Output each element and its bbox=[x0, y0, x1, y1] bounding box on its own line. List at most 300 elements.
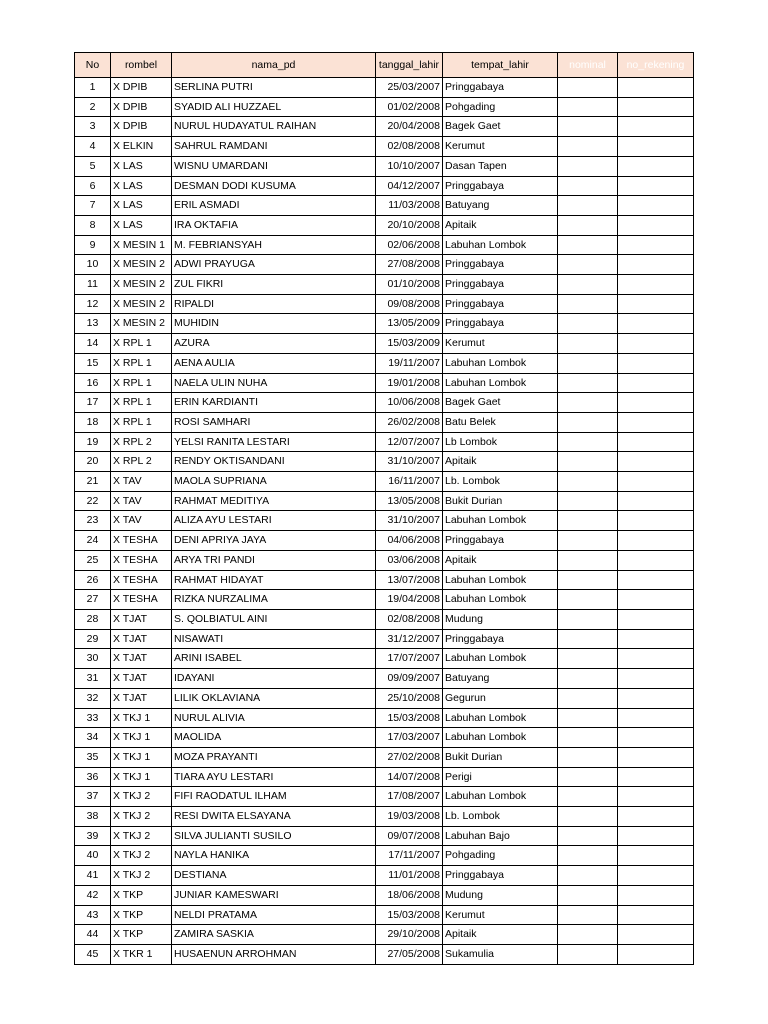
cell-no[interactable]: 8 bbox=[75, 215, 111, 235]
cell-tanggal-lahir[interactable]: 31/12/2007 bbox=[376, 629, 443, 649]
cell-tanggal-lahir[interactable]: 02/06/2008 bbox=[376, 235, 443, 255]
cell-nama-pd[interactable]: RIZKA NURZALIMA bbox=[172, 590, 376, 610]
cell-tanggal-lahir[interactable]: 10/10/2007 bbox=[376, 156, 443, 176]
cell-nominal[interactable] bbox=[558, 590, 618, 610]
cell-tempat-lahir[interactable]: Labuhan Lombok bbox=[443, 787, 558, 807]
cell-rombel[interactable]: X RPL 1 bbox=[111, 393, 172, 413]
cell-nama-pd[interactable]: ZAMIRA SASKIA bbox=[172, 925, 376, 945]
cell-tanggal-lahir[interactable]: 27/02/2008 bbox=[376, 747, 443, 767]
cell-no-rekening[interactable] bbox=[618, 78, 694, 98]
cell-tanggal-lahir[interactable]: 17/08/2007 bbox=[376, 787, 443, 807]
cell-no-rekening[interactable] bbox=[618, 767, 694, 787]
cell-tempat-lahir[interactable]: Labuhan Lombok bbox=[443, 373, 558, 393]
cell-tempat-lahir[interactable]: Labuhan Lombok bbox=[443, 353, 558, 373]
cell-nama-pd[interactable]: ARYA TRI PANDI bbox=[172, 550, 376, 570]
cell-nama-pd[interactable]: FIFI RAODATUL ILHAM bbox=[172, 787, 376, 807]
cell-rombel[interactable]: X TAV bbox=[111, 491, 172, 511]
cell-nama-pd[interactable]: RENDY OKTISANDANI bbox=[172, 452, 376, 472]
cell-no-rekening[interactable] bbox=[618, 925, 694, 945]
cell-no[interactable]: 38 bbox=[75, 807, 111, 827]
cell-nama-pd[interactable]: NAELA ULIN NUHA bbox=[172, 373, 376, 393]
cell-no[interactable]: 13 bbox=[75, 314, 111, 334]
cell-no[interactable]: 31 bbox=[75, 669, 111, 689]
cell-no[interactable]: 36 bbox=[75, 767, 111, 787]
header-nominal[interactable]: nominal bbox=[558, 53, 618, 78]
cell-tempat-lahir[interactable]: Pringgabaya bbox=[443, 176, 558, 196]
cell-no-rekening[interactable] bbox=[618, 196, 694, 216]
cell-no-rekening[interactable] bbox=[618, 747, 694, 767]
cell-nama-pd[interactable]: MUHIDIN bbox=[172, 314, 376, 334]
cell-nama-pd[interactable]: DESMAN DODI KUSUMA bbox=[172, 176, 376, 196]
cell-tanggal-lahir[interactable]: 16/11/2007 bbox=[376, 472, 443, 492]
cell-no[interactable]: 14 bbox=[75, 334, 111, 354]
cell-nama-pd[interactable]: YELSI RANITA LESTARI bbox=[172, 432, 376, 452]
cell-no[interactable]: 1 bbox=[75, 78, 111, 98]
cell-no-rekening[interactable] bbox=[618, 97, 694, 117]
cell-nama-pd[interactable]: TIARA AYU LESTARI bbox=[172, 767, 376, 787]
cell-tempat-lahir[interactable]: Batu Belek bbox=[443, 412, 558, 432]
cell-no[interactable]: 16 bbox=[75, 373, 111, 393]
cell-nominal[interactable] bbox=[558, 117, 618, 137]
cell-tempat-lahir[interactable]: Pringgabaya bbox=[443, 294, 558, 314]
cell-nominal[interactable] bbox=[558, 669, 618, 689]
cell-no-rekening[interactable] bbox=[618, 787, 694, 807]
cell-tempat-lahir[interactable]: Apitaik bbox=[443, 550, 558, 570]
cell-rombel[interactable]: X MESIN 2 bbox=[111, 294, 172, 314]
cell-tanggal-lahir[interactable]: 13/05/2009 bbox=[376, 314, 443, 334]
cell-tempat-lahir[interactable]: Pringgabaya bbox=[443, 866, 558, 886]
cell-rombel[interactable]: X ELKIN bbox=[111, 137, 172, 157]
cell-nominal[interactable] bbox=[558, 196, 618, 216]
cell-tempat-lahir[interactable]: Mudung bbox=[443, 609, 558, 629]
cell-no-rekening[interactable] bbox=[618, 944, 694, 964]
cell-rombel[interactable]: X TKP bbox=[111, 885, 172, 905]
cell-no[interactable]: 7 bbox=[75, 196, 111, 216]
cell-rombel[interactable]: X RPL 2 bbox=[111, 452, 172, 472]
cell-nominal[interactable] bbox=[558, 767, 618, 787]
cell-nominal[interactable] bbox=[558, 294, 618, 314]
cell-no-rekening[interactable] bbox=[618, 846, 694, 866]
cell-tanggal-lahir[interactable]: 03/06/2008 bbox=[376, 550, 443, 570]
cell-nama-pd[interactable]: ADWI PRAYUGA bbox=[172, 255, 376, 275]
cell-nominal[interactable] bbox=[558, 275, 618, 295]
cell-tanggal-lahir[interactable]: 26/02/2008 bbox=[376, 412, 443, 432]
cell-tanggal-lahir[interactable]: 19/11/2007 bbox=[376, 353, 443, 373]
cell-tanggal-lahir[interactable]: 17/11/2007 bbox=[376, 846, 443, 866]
cell-no[interactable]: 10 bbox=[75, 255, 111, 275]
cell-no[interactable]: 41 bbox=[75, 866, 111, 886]
cell-no-rekening[interactable] bbox=[618, 235, 694, 255]
cell-no-rekening[interactable] bbox=[618, 669, 694, 689]
cell-nominal[interactable] bbox=[558, 314, 618, 334]
cell-tempat-lahir[interactable]: Pringgabaya bbox=[443, 629, 558, 649]
cell-no-rekening[interactable] bbox=[618, 807, 694, 827]
cell-rombel[interactable]: X DPIB bbox=[111, 78, 172, 98]
cell-no[interactable]: 42 bbox=[75, 885, 111, 905]
cell-rombel[interactable]: X TKJ 1 bbox=[111, 708, 172, 728]
cell-no[interactable]: 44 bbox=[75, 925, 111, 945]
cell-no-rekening[interactable] bbox=[618, 550, 694, 570]
cell-rombel[interactable]: X TKJ 1 bbox=[111, 747, 172, 767]
cell-tanggal-lahir[interactable]: 17/07/2007 bbox=[376, 649, 443, 669]
cell-rombel[interactable]: X RPL 2 bbox=[111, 432, 172, 452]
cell-nama-pd[interactable]: AZURA bbox=[172, 334, 376, 354]
cell-rombel[interactable]: X TKP bbox=[111, 925, 172, 945]
cell-no-rekening[interactable] bbox=[618, 826, 694, 846]
cell-tempat-lahir[interactable]: Bukit Durian bbox=[443, 491, 558, 511]
cell-nominal[interactable] bbox=[558, 747, 618, 767]
cell-nominal[interactable] bbox=[558, 255, 618, 275]
cell-no[interactable]: 37 bbox=[75, 787, 111, 807]
cell-nama-pd[interactable]: ERIN KARDIANTI bbox=[172, 393, 376, 413]
cell-tempat-lahir[interactable]: Pohgading bbox=[443, 97, 558, 117]
cell-nominal[interactable] bbox=[558, 807, 618, 827]
cell-no-rekening[interactable] bbox=[618, 590, 694, 610]
cell-tempat-lahir[interactable]: Perigi bbox=[443, 767, 558, 787]
cell-no[interactable]: 39 bbox=[75, 826, 111, 846]
cell-rombel[interactable]: X TKP bbox=[111, 905, 172, 925]
cell-rombel[interactable]: X MESIN 2 bbox=[111, 314, 172, 334]
cell-rombel[interactable]: X RPL 1 bbox=[111, 334, 172, 354]
cell-tanggal-lahir[interactable]: 09/08/2008 bbox=[376, 294, 443, 314]
cell-nominal[interactable] bbox=[558, 353, 618, 373]
cell-tempat-lahir[interactable]: Kerumut bbox=[443, 334, 558, 354]
cell-tempat-lahir[interactable]: Kerumut bbox=[443, 137, 558, 157]
cell-rombel[interactable]: X MESIN 1 bbox=[111, 235, 172, 255]
header-nama-pd[interactable]: nama_pd bbox=[172, 53, 376, 78]
cell-no-rekening[interactable] bbox=[618, 353, 694, 373]
cell-nama-pd[interactable]: NISAWATI bbox=[172, 629, 376, 649]
cell-tempat-lahir[interactable]: Pringgabaya bbox=[443, 275, 558, 295]
cell-nama-pd[interactable]: ARINI ISABEL bbox=[172, 649, 376, 669]
cell-tempat-lahir[interactable]: Apitaik bbox=[443, 452, 558, 472]
header-rombel[interactable]: rombel bbox=[111, 53, 172, 78]
cell-tanggal-lahir[interactable]: 29/10/2008 bbox=[376, 925, 443, 945]
cell-no[interactable]: 12 bbox=[75, 294, 111, 314]
cell-tempat-lahir[interactable]: Apitaik bbox=[443, 215, 558, 235]
cell-nominal[interactable] bbox=[558, 137, 618, 157]
cell-no-rekening[interactable] bbox=[618, 629, 694, 649]
cell-tanggal-lahir[interactable]: 25/10/2008 bbox=[376, 688, 443, 708]
cell-tanggal-lahir[interactable]: 11/03/2008 bbox=[376, 196, 443, 216]
cell-no-rekening[interactable] bbox=[618, 728, 694, 748]
cell-nama-pd[interactable]: JUNIAR KAMESWARI bbox=[172, 885, 376, 905]
header-no-rekening[interactable]: no_rekening bbox=[618, 53, 694, 78]
cell-tempat-lahir[interactable]: Pohgading bbox=[443, 846, 558, 866]
cell-tanggal-lahir[interactable]: 19/04/2008 bbox=[376, 590, 443, 610]
cell-no[interactable]: 21 bbox=[75, 472, 111, 492]
cell-nama-pd[interactable]: S. QOLBIATUL AINI bbox=[172, 609, 376, 629]
cell-no-rekening[interactable] bbox=[618, 452, 694, 472]
cell-nominal[interactable] bbox=[558, 570, 618, 590]
cell-no[interactable]: 17 bbox=[75, 393, 111, 413]
cell-rombel[interactable]: X TJAT bbox=[111, 609, 172, 629]
cell-no[interactable]: 11 bbox=[75, 275, 111, 295]
cell-no-rekening[interactable] bbox=[618, 609, 694, 629]
cell-rombel[interactable]: X TJAT bbox=[111, 688, 172, 708]
cell-tempat-lahir[interactable]: Labuhan Lombok bbox=[443, 649, 558, 669]
cell-tanggal-lahir[interactable]: 13/07/2008 bbox=[376, 570, 443, 590]
cell-rombel[interactable]: X TKR 1 bbox=[111, 944, 172, 964]
cell-nama-pd[interactable]: AENA AULIA bbox=[172, 353, 376, 373]
cell-tanggal-lahir[interactable]: 25/03/2007 bbox=[376, 78, 443, 98]
cell-tanggal-lahir[interactable]: 27/05/2008 bbox=[376, 944, 443, 964]
cell-tempat-lahir[interactable]: Mudung bbox=[443, 885, 558, 905]
cell-tanggal-lahir[interactable]: 12/07/2007 bbox=[376, 432, 443, 452]
cell-nominal[interactable] bbox=[558, 846, 618, 866]
cell-tanggal-lahir[interactable]: 15/03/2008 bbox=[376, 905, 443, 925]
cell-tanggal-lahir[interactable]: 27/08/2008 bbox=[376, 255, 443, 275]
cell-no-rekening[interactable] bbox=[618, 137, 694, 157]
cell-tempat-lahir[interactable]: Kerumut bbox=[443, 905, 558, 925]
cell-tanggal-lahir[interactable]: 31/10/2007 bbox=[376, 511, 443, 531]
cell-no[interactable]: 24 bbox=[75, 531, 111, 551]
cell-no[interactable]: 28 bbox=[75, 609, 111, 629]
cell-tempat-lahir[interactable]: Pringgabaya bbox=[443, 314, 558, 334]
cell-tanggal-lahir[interactable]: 15/03/2008 bbox=[376, 708, 443, 728]
cell-rombel[interactable]: X TKJ 1 bbox=[111, 767, 172, 787]
cell-no[interactable]: 19 bbox=[75, 432, 111, 452]
cell-nama-pd[interactable]: HUSAENUN ARROHMAN bbox=[172, 944, 376, 964]
cell-no[interactable]: 35 bbox=[75, 747, 111, 767]
cell-rombel[interactable]: X LAS bbox=[111, 156, 172, 176]
cell-nominal[interactable] bbox=[558, 787, 618, 807]
header-tanggal-lahir[interactable]: tanggal_lahir bbox=[376, 53, 443, 78]
cell-no[interactable]: 23 bbox=[75, 511, 111, 531]
cell-nominal[interactable] bbox=[558, 866, 618, 886]
cell-tempat-lahir[interactable]: Apitaik bbox=[443, 925, 558, 945]
cell-no-rekening[interactable] bbox=[618, 570, 694, 590]
cell-nominal[interactable] bbox=[558, 452, 618, 472]
cell-rombel[interactable]: X TESHA bbox=[111, 570, 172, 590]
cell-nominal[interactable] bbox=[558, 609, 618, 629]
cell-no-rekening[interactable] bbox=[618, 649, 694, 669]
cell-tanggal-lahir[interactable]: 09/09/2007 bbox=[376, 669, 443, 689]
cell-no[interactable]: 3 bbox=[75, 117, 111, 137]
cell-no-rekening[interactable] bbox=[618, 334, 694, 354]
cell-tempat-lahir[interactable]: Bukit Durian bbox=[443, 747, 558, 767]
cell-rombel[interactable]: X TESHA bbox=[111, 590, 172, 610]
cell-nama-pd[interactable]: M. FEBRIANSYAH bbox=[172, 235, 376, 255]
cell-tanggal-lahir[interactable]: 01/02/2008 bbox=[376, 97, 443, 117]
cell-rombel[interactable]: X TAV bbox=[111, 511, 172, 531]
cell-nominal[interactable] bbox=[558, 511, 618, 531]
cell-rombel[interactable]: X LAS bbox=[111, 196, 172, 216]
cell-rombel[interactable]: X DPIB bbox=[111, 117, 172, 137]
cell-nominal[interactable] bbox=[558, 78, 618, 98]
cell-nama-pd[interactable]: MOZA PRAYANTI bbox=[172, 747, 376, 767]
cell-no-rekening[interactable] bbox=[618, 472, 694, 492]
cell-nama-pd[interactable]: SAHRUL RAMDANI bbox=[172, 137, 376, 157]
cell-no-rekening[interactable] bbox=[618, 885, 694, 905]
cell-no-rekening[interactable] bbox=[618, 294, 694, 314]
cell-no-rekening[interactable] bbox=[618, 215, 694, 235]
cell-no[interactable]: 15 bbox=[75, 353, 111, 373]
cell-no-rekening[interactable] bbox=[618, 491, 694, 511]
cell-rombel[interactable]: X MESIN 2 bbox=[111, 275, 172, 295]
cell-nama-pd[interactable]: IDAYANI bbox=[172, 669, 376, 689]
cell-no-rekening[interactable] bbox=[618, 531, 694, 551]
cell-no-rekening[interactable] bbox=[618, 255, 694, 275]
cell-tanggal-lahir[interactable]: 10/06/2008 bbox=[376, 393, 443, 413]
cell-tempat-lahir[interactable]: Labuhan Lombok bbox=[443, 570, 558, 590]
cell-nominal[interactable] bbox=[558, 334, 618, 354]
cell-nama-pd[interactable]: ZUL FIKRI bbox=[172, 275, 376, 295]
cell-tempat-lahir[interactable]: Lb. Lombok bbox=[443, 472, 558, 492]
cell-rombel[interactable]: X TESHA bbox=[111, 550, 172, 570]
cell-tempat-lahir[interactable]: Batuyang bbox=[443, 196, 558, 216]
cell-nominal[interactable] bbox=[558, 156, 618, 176]
cell-no[interactable]: 32 bbox=[75, 688, 111, 708]
cell-rombel[interactable]: X TKJ 2 bbox=[111, 787, 172, 807]
cell-tanggal-lahir[interactable]: 09/07/2008 bbox=[376, 826, 443, 846]
cell-rombel[interactable]: X LAS bbox=[111, 176, 172, 196]
cell-nominal[interactable] bbox=[558, 826, 618, 846]
cell-tanggal-lahir[interactable]: 19/03/2008 bbox=[376, 807, 443, 827]
cell-nominal[interactable] bbox=[558, 905, 618, 925]
cell-tempat-lahir[interactable]: Labuhan Lombok bbox=[443, 511, 558, 531]
cell-no-rekening[interactable] bbox=[618, 373, 694, 393]
cell-nama-pd[interactable]: SILVA JULIANTI SUSILO bbox=[172, 826, 376, 846]
cell-tempat-lahir[interactable]: Labuhan Bajo bbox=[443, 826, 558, 846]
cell-rombel[interactable]: X TJAT bbox=[111, 629, 172, 649]
cell-tempat-lahir[interactable]: Lb. Lombok bbox=[443, 807, 558, 827]
cell-no[interactable]: 22 bbox=[75, 491, 111, 511]
cell-nominal[interactable] bbox=[558, 649, 618, 669]
cell-no-rekening[interactable] bbox=[618, 117, 694, 137]
cell-tempat-lahir[interactable]: Gegurun bbox=[443, 688, 558, 708]
cell-nama-pd[interactable]: LILIK OKLAVIANA bbox=[172, 688, 376, 708]
cell-no-rekening[interactable] bbox=[618, 866, 694, 886]
cell-tanggal-lahir[interactable]: 02/08/2008 bbox=[376, 609, 443, 629]
cell-rombel[interactable]: X TKJ 2 bbox=[111, 866, 172, 886]
cell-nominal[interactable] bbox=[558, 97, 618, 117]
cell-rombel[interactable]: X TKJ 1 bbox=[111, 728, 172, 748]
cell-tanggal-lahir[interactable]: 01/10/2008 bbox=[376, 275, 443, 295]
cell-tempat-lahir[interactable]: Labuhan Lombok bbox=[443, 235, 558, 255]
cell-nama-pd[interactable]: SERLINA PUTRI bbox=[172, 78, 376, 98]
cell-nama-pd[interactable]: MAOLIDA bbox=[172, 728, 376, 748]
cell-no[interactable]: 9 bbox=[75, 235, 111, 255]
cell-nama-pd[interactable]: IRA OKTAFIA bbox=[172, 215, 376, 235]
cell-tempat-lahir[interactable]: Bagek Gaet bbox=[443, 117, 558, 137]
cell-tanggal-lahir[interactable]: 20/10/2008 bbox=[376, 215, 443, 235]
cell-tanggal-lahir[interactable]: 15/03/2009 bbox=[376, 334, 443, 354]
cell-no-rekening[interactable] bbox=[618, 688, 694, 708]
cell-nominal[interactable] bbox=[558, 412, 618, 432]
cell-tempat-lahir[interactable]: Batuyang bbox=[443, 669, 558, 689]
cell-rombel[interactable]: X MESIN 2 bbox=[111, 255, 172, 275]
cell-no-rekening[interactable] bbox=[618, 156, 694, 176]
cell-tanggal-lahir[interactable]: 18/06/2008 bbox=[376, 885, 443, 905]
cell-tanggal-lahir[interactable]: 31/10/2007 bbox=[376, 452, 443, 472]
cell-nominal[interactable] bbox=[558, 472, 618, 492]
cell-nama-pd[interactable]: RESI DWITA ELSAYANA bbox=[172, 807, 376, 827]
cell-rombel[interactable]: X RPL 1 bbox=[111, 412, 172, 432]
cell-no-rekening[interactable] bbox=[618, 275, 694, 295]
cell-rombel[interactable]: X TESHA bbox=[111, 531, 172, 551]
cell-nominal[interactable] bbox=[558, 925, 618, 945]
cell-nama-pd[interactable]: WISNU UMARDANI bbox=[172, 156, 376, 176]
cell-rombel[interactable]: X TKJ 2 bbox=[111, 807, 172, 827]
cell-tempat-lahir[interactable]: Pringgabaya bbox=[443, 78, 558, 98]
cell-rombel[interactable]: X TKJ 2 bbox=[111, 846, 172, 866]
cell-no[interactable]: 4 bbox=[75, 137, 111, 157]
cell-nominal[interactable] bbox=[558, 728, 618, 748]
cell-tempat-lahir[interactable]: Dasan Tapen bbox=[443, 156, 558, 176]
cell-rombel[interactable]: X TAV bbox=[111, 472, 172, 492]
cell-no[interactable]: 6 bbox=[75, 176, 111, 196]
cell-tanggal-lahir[interactable]: 13/05/2008 bbox=[376, 491, 443, 511]
cell-no[interactable]: 45 bbox=[75, 944, 111, 964]
cell-nominal[interactable] bbox=[558, 550, 618, 570]
cell-tempat-lahir[interactable]: Pringgabaya bbox=[443, 255, 558, 275]
cell-nama-pd[interactable]: ROSI SAMHARI bbox=[172, 412, 376, 432]
cell-no[interactable]: 33 bbox=[75, 708, 111, 728]
cell-no-rekening[interactable] bbox=[618, 905, 694, 925]
cell-nominal[interactable] bbox=[558, 176, 618, 196]
cell-rombel[interactable]: X RPL 1 bbox=[111, 353, 172, 373]
cell-rombel[interactable]: X RPL 1 bbox=[111, 373, 172, 393]
cell-no[interactable]: 43 bbox=[75, 905, 111, 925]
cell-tanggal-lahir[interactable]: 04/06/2008 bbox=[376, 531, 443, 551]
cell-no[interactable]: 20 bbox=[75, 452, 111, 472]
cell-nama-pd[interactable]: SYADID ALI HUZZAEL bbox=[172, 97, 376, 117]
cell-nama-pd[interactable]: ERIL ASMADI bbox=[172, 196, 376, 216]
cell-nama-pd[interactable]: NELDI PRATAMA bbox=[172, 905, 376, 925]
cell-nominal[interactable] bbox=[558, 215, 618, 235]
cell-tempat-lahir[interactable]: Labuhan Lombok bbox=[443, 728, 558, 748]
cell-rombel[interactable]: X TJAT bbox=[111, 669, 172, 689]
cell-rombel[interactable]: X DPIB bbox=[111, 97, 172, 117]
cell-no[interactable]: 27 bbox=[75, 590, 111, 610]
cell-tanggal-lahir[interactable]: 04/12/2007 bbox=[376, 176, 443, 196]
cell-no-rekening[interactable] bbox=[618, 176, 694, 196]
cell-no[interactable]: 30 bbox=[75, 649, 111, 669]
cell-no[interactable]: 5 bbox=[75, 156, 111, 176]
cell-rombel[interactable]: X LAS bbox=[111, 215, 172, 235]
cell-nama-pd[interactable]: NURUL ALIVIA bbox=[172, 708, 376, 728]
cell-rombel[interactable]: X TKJ 2 bbox=[111, 826, 172, 846]
cell-nama-pd[interactable]: NAYLA HANIKA bbox=[172, 846, 376, 866]
cell-no[interactable]: 26 bbox=[75, 570, 111, 590]
cell-no[interactable]: 34 bbox=[75, 728, 111, 748]
cell-no[interactable]: 2 bbox=[75, 97, 111, 117]
cell-no-rekening[interactable] bbox=[618, 412, 694, 432]
cell-rombel[interactable]: X TJAT bbox=[111, 649, 172, 669]
cell-nama-pd[interactable]: DESTIANA bbox=[172, 866, 376, 886]
cell-nama-pd[interactable]: DENI APRIYA JAYA bbox=[172, 531, 376, 551]
cell-nominal[interactable] bbox=[558, 373, 618, 393]
cell-tanggal-lahir[interactable]: 11/01/2008 bbox=[376, 866, 443, 886]
cell-no-rekening[interactable] bbox=[618, 314, 694, 334]
cell-nominal[interactable] bbox=[558, 235, 618, 255]
cell-nama-pd[interactable]: NURUL HUDAYATUL RAIHAN bbox=[172, 117, 376, 137]
cell-no[interactable]: 29 bbox=[75, 629, 111, 649]
cell-nama-pd[interactable]: RIPALDI bbox=[172, 294, 376, 314]
cell-nama-pd[interactable]: RAHMAT MEDITIYA bbox=[172, 491, 376, 511]
cell-tanggal-lahir[interactable]: 17/03/2007 bbox=[376, 728, 443, 748]
cell-no[interactable]: 40 bbox=[75, 846, 111, 866]
cell-tempat-lahir[interactable]: Lb Lombok bbox=[443, 432, 558, 452]
cell-nominal[interactable] bbox=[558, 432, 618, 452]
cell-tempat-lahir[interactable]: Labuhan Lombok bbox=[443, 708, 558, 728]
cell-tempat-lahir[interactable]: Pringgabaya bbox=[443, 531, 558, 551]
cell-nama-pd[interactable]: ALIZA AYU LESTARI bbox=[172, 511, 376, 531]
header-no[interactable]: No bbox=[75, 53, 111, 78]
cell-nominal[interactable] bbox=[558, 491, 618, 511]
cell-nominal[interactable] bbox=[558, 393, 618, 413]
